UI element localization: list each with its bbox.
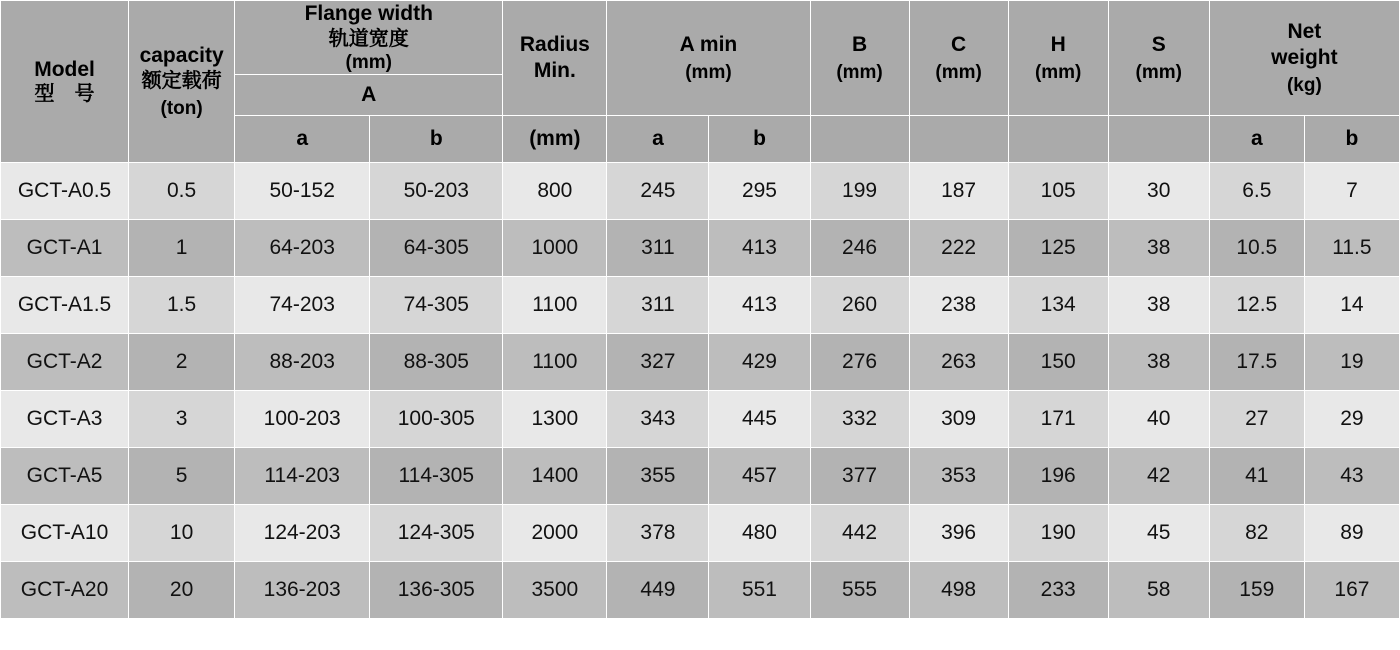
- cell-net-a: 12.5: [1209, 277, 1304, 334]
- cell-model: GCT-A1: [1, 220, 129, 277]
- cell-b: 332: [810, 391, 909, 448]
- header-c-spacer: [909, 116, 1008, 163]
- header-flange-width: [235, 1, 503, 75]
- cell-amin-a: 355: [607, 448, 709, 505]
- header-net-weight-unit: (kg): [1286, 75, 1322, 97]
- cell-s: 42: [1108, 448, 1209, 505]
- header-a-min-b: b: [709, 116, 810, 163]
- header-b-en: B: [851, 32, 868, 56]
- cell-h: 171: [1008, 391, 1108, 448]
- cell-b: 199: [810, 163, 909, 220]
- header-s: [1108, 1, 1209, 116]
- cell-model: GCT-A10: [1, 505, 129, 562]
- header-s-spacer: [1108, 116, 1209, 163]
- cell-s: 58: [1108, 562, 1209, 619]
- cell-c: 498: [909, 562, 1008, 619]
- cell-net-b: 7: [1304, 163, 1399, 220]
- header-model-en: Model: [34, 57, 95, 81]
- header-flange-width-en: Flange width: [304, 2, 433, 25]
- cell-s: 40: [1108, 391, 1209, 448]
- cell-radius: 1300: [503, 391, 607, 448]
- cell-amin-b: 413: [709, 277, 810, 334]
- cell-capacity: 1: [129, 220, 235, 277]
- cell-flange-b: 124-305: [370, 505, 503, 562]
- table-row: [1, 334, 1400, 391]
- cell-amin-b: 429: [709, 334, 810, 391]
- cell-h: 233: [1008, 562, 1108, 619]
- cell-net-b: 167: [1304, 562, 1399, 619]
- cell-amin-b: 457: [709, 448, 810, 505]
- cell-flange-b: 64-305: [370, 220, 503, 277]
- header-flange-width-cn: 轨道宽度: [328, 27, 409, 50]
- cell-capacity: 1.5: [129, 277, 235, 334]
- cell-amin-a: 378: [607, 505, 709, 562]
- cell-radius: 1100: [503, 277, 607, 334]
- cell-net-b: 43: [1304, 448, 1399, 505]
- cell-b: 442: [810, 505, 909, 562]
- cell-net-a: 82: [1209, 505, 1304, 562]
- cell-net-b: 89: [1304, 505, 1399, 562]
- cell-h: 150: [1008, 334, 1108, 391]
- header-radius-min: [503, 1, 607, 116]
- header-flange-width-b: b: [370, 116, 503, 163]
- header-net-weight: [1209, 1, 1399, 116]
- cell-h: 105: [1008, 163, 1108, 220]
- cell-s: 38: [1108, 334, 1209, 391]
- cell-net-a: 27: [1209, 391, 1304, 448]
- header-c-unit: (mm): [935, 62, 982, 84]
- cell-amin-a: 311: [607, 220, 709, 277]
- cell-capacity: 10: [129, 505, 235, 562]
- header-h-spacer: [1008, 116, 1108, 163]
- cell-h: 196: [1008, 448, 1108, 505]
- header-capacity-cn: 额定载荷: [141, 69, 222, 92]
- header-b-spacer: [810, 116, 909, 163]
- cell-b: 260: [810, 277, 909, 334]
- cell-flange-a: 74-203: [235, 277, 370, 334]
- cell-flange-b: 114-305: [370, 448, 503, 505]
- header-a-min-en: A min: [679, 32, 738, 56]
- cell-amin-a: 327: [607, 334, 709, 391]
- cell-flange-b: 74-305: [370, 277, 503, 334]
- cell-net-b: 11.5: [1304, 220, 1399, 277]
- cell-b: 377: [810, 448, 909, 505]
- cell-amin-a: 343: [607, 391, 709, 448]
- header-net-weight-a: a: [1209, 116, 1304, 163]
- header-net-weight-l2: weight: [1271, 45, 1338, 69]
- cell-h: 190: [1008, 505, 1108, 562]
- cell-model: GCT-A20: [1, 562, 129, 619]
- header-radius-min-unit: (mm): [503, 116, 607, 163]
- header-radius-min-l1: Radius: [519, 33, 590, 57]
- header-capacity-en: capacity: [139, 44, 224, 67]
- cell-model: GCT-A5: [1, 448, 129, 505]
- table-body: [1, 163, 1400, 619]
- cell-capacity: 20: [129, 562, 235, 619]
- cell-model: GCT-A3: [1, 391, 129, 448]
- cell-radius: 2000: [503, 505, 607, 562]
- header-flange-width-group-a: A: [235, 75, 503, 116]
- cell-c: 309: [909, 391, 1008, 448]
- header-flange-width-unit: (mm): [345, 52, 392, 73]
- cell-flange-a: 50-152: [235, 163, 370, 220]
- cell-model: GCT-A1.5: [1, 277, 129, 334]
- header-c: [909, 1, 1008, 116]
- cell-amin-b: 445: [709, 391, 810, 448]
- cell-flange-b: 100-305: [370, 391, 503, 448]
- cell-net-a: 6.5: [1209, 163, 1304, 220]
- cell-capacity: 3: [129, 391, 235, 448]
- header-net-weight-b: b: [1304, 116, 1399, 163]
- table-row: [1, 562, 1400, 619]
- header-a-min: [607, 1, 810, 116]
- header-s-unit: (mm): [1135, 62, 1182, 84]
- cell-flange-a: 64-203: [235, 220, 370, 277]
- cell-b: 555: [810, 562, 909, 619]
- cell-b: 246: [810, 220, 909, 277]
- header-row-1: [1, 1, 1400, 75]
- table-row: [1, 505, 1400, 562]
- cell-flange-b: 136-305: [370, 562, 503, 619]
- cell-flange-a: 124-203: [235, 505, 370, 562]
- cell-radius: 1400: [503, 448, 607, 505]
- cell-c: 396: [909, 505, 1008, 562]
- cell-net-a: 41: [1209, 448, 1304, 505]
- cell-amin-a: 449: [607, 562, 709, 619]
- table-row: [1, 220, 1400, 277]
- cell-model: GCT-A0.5: [1, 163, 129, 220]
- cell-amin-b: 551: [709, 562, 810, 619]
- cell-flange-a: 136-203: [235, 562, 370, 619]
- header-model-cn: 型 号: [34, 83, 95, 106]
- header-c-en: C: [951, 32, 967, 56]
- header-a-min-unit: (mm): [685, 62, 732, 84]
- cell-flange-b: 50-203: [370, 163, 503, 220]
- cell-amin-b: 480: [709, 505, 810, 562]
- cell-net-b: 19: [1304, 334, 1399, 391]
- cell-amin-b: 295: [709, 163, 810, 220]
- cell-s: 45: [1108, 505, 1209, 562]
- cell-capacity: 5: [129, 448, 235, 505]
- cell-flange-b: 88-305: [370, 334, 503, 391]
- header-b: [810, 1, 909, 116]
- cell-h: 134: [1008, 277, 1108, 334]
- cell-b: 276: [810, 334, 909, 391]
- cell-radius: 1000: [503, 220, 607, 277]
- table-row: [1, 391, 1400, 448]
- header-radius-min-l2: Min.: [533, 59, 576, 83]
- header-flange-width-a: a: [235, 116, 370, 163]
- cell-capacity: 2: [129, 334, 235, 391]
- cell-s: 38: [1108, 220, 1209, 277]
- header-model: [1, 1, 129, 163]
- header-a-min-a: a: [607, 116, 709, 163]
- header-h-en: H: [1050, 32, 1066, 56]
- cell-net-a: 159: [1209, 562, 1304, 619]
- cell-flange-a: 88-203: [235, 334, 370, 391]
- header-net-weight-l1: Net: [1287, 19, 1322, 43]
- cell-net-a: 10.5: [1209, 220, 1304, 277]
- cell-capacity: 0.5: [129, 163, 235, 220]
- cell-c: 222: [909, 220, 1008, 277]
- cell-c: 263: [909, 334, 1008, 391]
- cell-c: 187: [909, 163, 1008, 220]
- cell-s: 30: [1108, 163, 1209, 220]
- header-capacity: [129, 1, 235, 163]
- table-row: [1, 448, 1400, 505]
- table-row: [1, 163, 1400, 220]
- cell-radius: 1100: [503, 334, 607, 391]
- cell-flange-a: 100-203: [235, 391, 370, 448]
- header-b-unit: (mm): [836, 62, 883, 84]
- cell-c: 238: [909, 277, 1008, 334]
- cell-net-b: 14: [1304, 277, 1399, 334]
- header-capacity-unit: (ton): [160, 98, 203, 119]
- cell-s: 38: [1108, 277, 1209, 334]
- table-header: [1, 1, 1400, 163]
- header-s-en: S: [1151, 32, 1166, 56]
- header-h: [1008, 1, 1108, 116]
- cell-model: GCT-A2: [1, 334, 129, 391]
- cell-radius: 3500: [503, 562, 607, 619]
- cell-h: 125: [1008, 220, 1108, 277]
- cell-net-a: 17.5: [1209, 334, 1304, 391]
- table-row: [1, 277, 1400, 334]
- cell-amin-a: 311: [607, 277, 709, 334]
- cell-amin-b: 413: [709, 220, 810, 277]
- cell-net-b: 29: [1304, 391, 1399, 448]
- cell-c: 353: [909, 448, 1008, 505]
- cell-amin-a: 245: [607, 163, 709, 220]
- cell-radius: 800: [503, 163, 607, 220]
- header-h-unit: (mm): [1034, 62, 1082, 84]
- cell-flange-a: 114-203: [235, 448, 370, 505]
